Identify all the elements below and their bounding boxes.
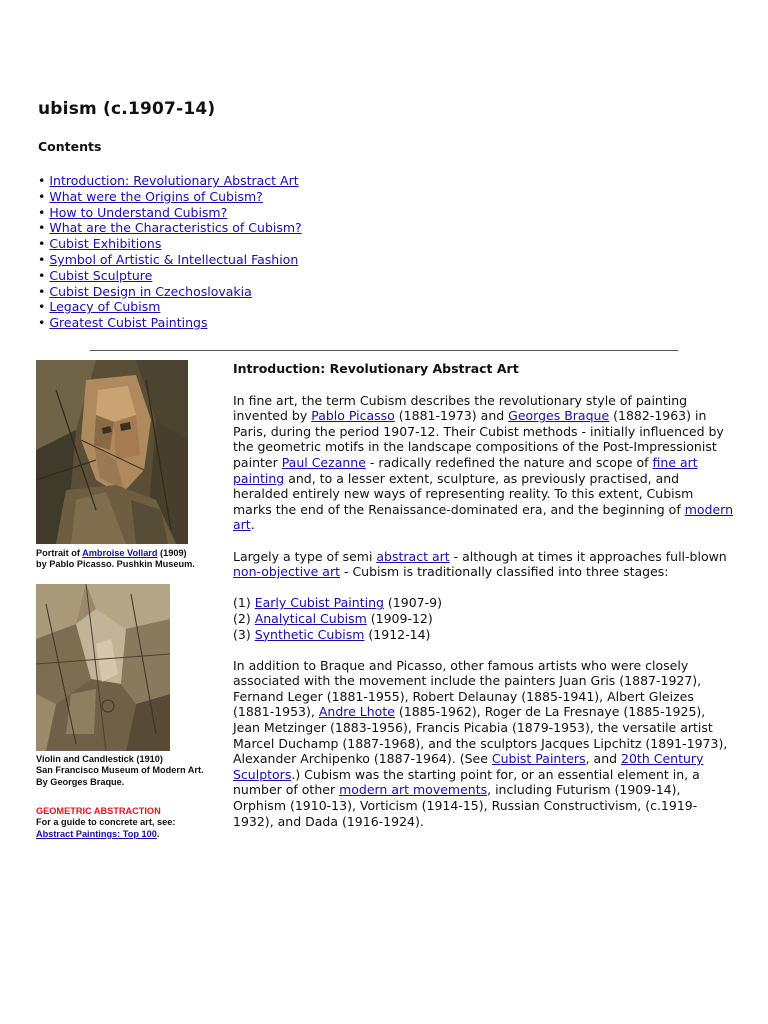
modern-art-link[interactable]: modern art <box>233 501 733 533</box>
toc-link-greatest-paintings[interactable]: Greatest Cubist Paintings <box>49 315 208 331</box>
image-sidebar <box>36 360 226 840</box>
table-of-contents <box>38 173 302 331</box>
cubist-painters-link[interactable]: Cubist Painters <box>491 751 586 767</box>
modern-art-movements-link[interactable]: modern art movements <box>339 782 488 798</box>
violin-caption: Violin and Candlestick (1910) San Francisco Museum of Modern Art. By Georges Braque. <box>36 753 204 787</box>
contents-heading: Contents <box>38 139 102 154</box>
abstract-art-link[interactable]: abstract art <box>376 548 450 564</box>
paragraph-artists: In addition to Braque and Picasso, other famous artists who were closely associated with the movement include the painters Juan Gris (1887-1927), Fernand Leger (1881-1955), Robert Delaunay (1885-1941), Albert Gleizes (1881-1953), Andre Lhote (1885-1962), Roger de La Fresnaye (1885-1925), Jean Metzinger (1883-1956), Francis Picabia (1879-1953), the versatile artist Marcel Duchamp (1887-1968), and the sculptors Jacques Lipchitz (1891-1973), Alexander Archipenko (1887-1964). (See Cubist Painters, and 20th Century Sculptors.) Cubism was the starting point for, or an essential element in, a number of other modern art movements, including Futurism (1909-14), Orphism (1910-13), Vorticism (1914-15), Russian Constructivism, (c.1919-1932), and Dada (1916-1924). <box>233 657 728 829</box>
horizontal-divider <box>90 350 678 351</box>
article-body <box>233 361 733 845</box>
stage-item: (1) Early Cubist Painting (1907-9) <box>233 595 442 611</box>
fine-art-painting-link[interactable]: fine art painting <box>233 454 698 486</box>
toc-item: • What are the Characteristics of Cubism? <box>38 220 302 236</box>
toc-link-origins[interactable]: What were the Origins of Cubism? <box>49 188 263 204</box>
toc-item: • Cubist Sculpture <box>38 267 153 283</box>
toc-item: • Cubist Exhibitions <box>38 236 162 252</box>
toc-link-czech-design[interactable]: Cubist Design in Czechoslovakia <box>49 283 252 299</box>
paul-cezanne-link[interactable]: Paul Cezanne <box>281 454 366 470</box>
stage-item: (3) Synthetic Cubism (1912-14) <box>233 626 431 642</box>
paragraph-intro: In fine art, the term Cubism describes the revolutionary style of painting invented by Pablo Picasso (1881-1973) and Georges Braque (1882-1963) in Paris, during the period 1907-12. Their Cubist methods - initially influenced by the geometric motifs in the landscape compositions of the Post-Impressionist painter Paul Cezanne - radically redefined the nature and scope of fine art painting and, to a lesser extent, sculpture, as previously practised, and heralded entirely new ways of representing reality. To this extent, Cubism marks the end of the Renaissance-dominated era, and the beginning of modern art. <box>233 392 733 533</box>
toc-link-introduction[interactable]: Introduction: Revolutionary Abstract Art <box>49 173 299 188</box>
toc-link-sculpture[interactable]: Cubist Sculpture <box>49 267 153 283</box>
toc-item: • How to Understand Cubism? <box>38 204 228 220</box>
analytical-cubism-link[interactable]: Analytical Cubism <box>254 610 367 626</box>
section-heading: Introduction: Revolutionary Abstract Art <box>233 361 519 376</box>
toc-link-symbol[interactable]: Symbol of Artistic & Intellectual Fashion <box>49 251 299 267</box>
cubism-stages-list <box>233 595 733 642</box>
vollard-caption: Portrait of Ambroise Vollard (1909) by Pablo Picasso. Pushkin Museum. <box>36 548 195 570</box>
synthetic-cubism-link[interactable]: Synthetic Cubism <box>254 626 365 642</box>
stage-item: (2) Analytical Cubism (1909-12) <box>233 610 433 626</box>
toc-item: • Legacy of Cubism <box>38 299 161 315</box>
geometric-abstraction-text: For a guide to concrete art, see: Abstract Paintings: Top 100. <box>36 817 176 839</box>
toc-item: • Cubist Design in Czechoslovakia <box>38 283 252 299</box>
toc-item: • What were the Origins of Cubism? <box>38 188 263 204</box>
toc-item: • Introduction: Revolutionary Abstract Art <box>38 173 299 188</box>
toc-link-exhibitions[interactable]: Cubist Exhibitions <box>49 236 162 252</box>
toc-item: • Greatest Cubist Paintings <box>38 315 208 331</box>
andre-lhote-link[interactable]: Andre Lhote <box>318 704 395 720</box>
pablo-picasso-link[interactable]: Pablo Picasso <box>311 408 395 424</box>
ambroise-vollard-link[interactable]: Ambroise Vollard <box>82 548 158 558</box>
abstract-paintings-top100-link[interactable]: Abstract Paintings: Top 100 <box>36 828 157 839</box>
toc-link-characteristics[interactable]: What are the Characteristics of Cubism? <box>49 220 302 236</box>
vollard-portrait-image[interactable] <box>36 360 188 544</box>
toc-item: • Symbol of Artistic & Intellectual Fashion <box>38 251 299 267</box>
toc-link-understand[interactable]: How to Understand Cubism? <box>49 204 228 220</box>
early-cubist-painting-link[interactable]: Early Cubist Painting <box>254 595 384 611</box>
toc-link-legacy[interactable]: Legacy of Cubism <box>49 299 161 315</box>
non-objective-art-link[interactable]: non-objective art <box>233 564 340 580</box>
georges-braque-link[interactable]: Georges Braque <box>508 408 610 424</box>
paragraph-stages-intro: Largely a type of semi abstract art - although at times it approaches full-blown non-objective art - Cubism is traditionally classified into three stages: <box>233 548 727 580</box>
20th-century-sculptors-link[interactable]: 20th Century Sculptors <box>233 751 704 782</box>
page-title: ubism (c.1907-14) <box>38 99 216 119</box>
geometric-abstraction-heading: GEOMETRIC ABSTRACTION <box>36 806 161 817</box>
violin-candlestick-image[interactable] <box>36 584 188 751</box>
